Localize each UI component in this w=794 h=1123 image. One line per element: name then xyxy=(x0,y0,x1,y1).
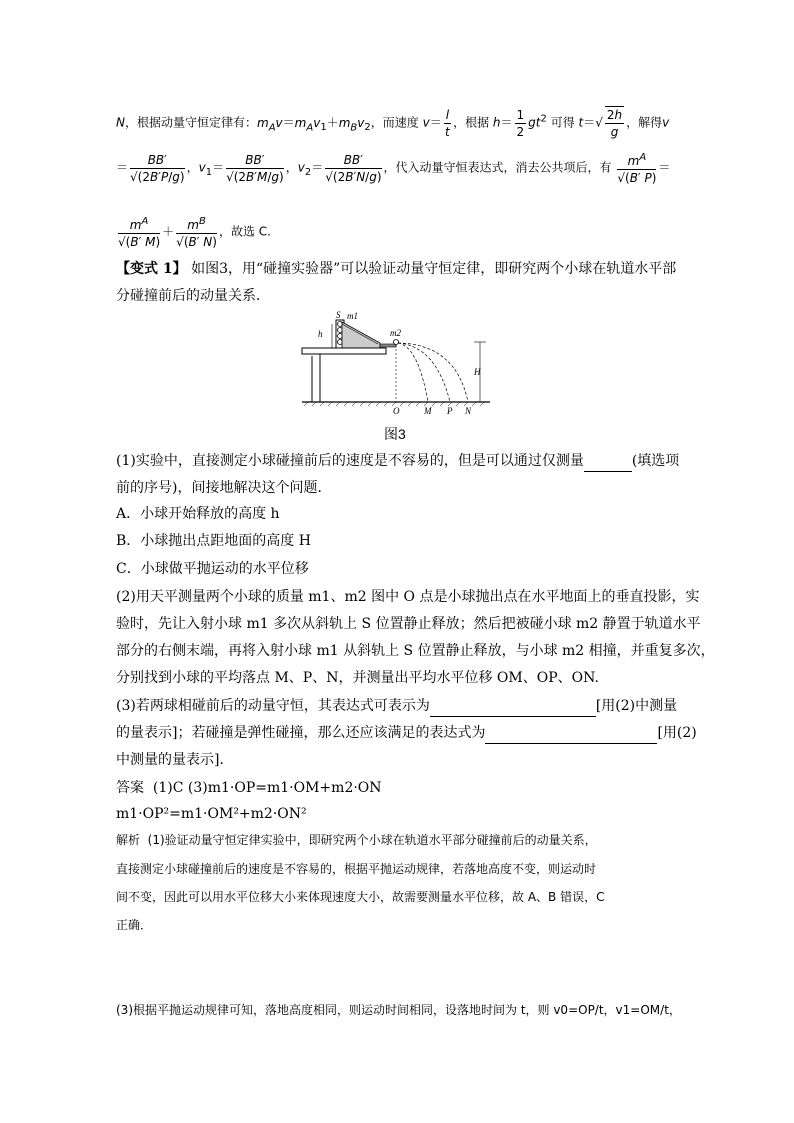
question-2-line-2: 验时，先让入射小球 m1 多次从斜轨上 S 位置静止释放；然后把被碰小球 m2 静置于轨道水平 xyxy=(116,616,701,632)
horizontal-track xyxy=(380,344,396,347)
answer-line-2: m1·OP²=m1·OM²+m2·ON² xyxy=(116,806,307,822)
answer-line-1: 答案 (1)C (3)m1·OP=m1·OM+m2·ON xyxy=(116,780,382,796)
option-c: C．小球做平抛运动的水平位移 xyxy=(116,561,309,577)
answer-label: 答案 xyxy=(116,780,144,796)
label-H: H xyxy=(474,367,481,377)
option-b: B．小球抛出点距地面的高度 H xyxy=(116,533,311,549)
question-2-line-1: (2)用天平测量两个小球的质量 m1、m2 图中 O 点是小球抛出点在水平地面上的垂直投影，实 xyxy=(116,589,700,605)
label-m1: m1 xyxy=(347,311,358,321)
question-3-line-2: 的量表示]；若碰撞是弹性碰撞，那么还应该满足的表达式为 [用(2) xyxy=(116,723,697,744)
label-h: h xyxy=(318,329,323,339)
trajectory-n xyxy=(398,343,468,402)
trajectory-m xyxy=(398,343,428,402)
collision-apparatus-figure xyxy=(298,310,494,416)
label-p: P xyxy=(447,406,453,416)
question-1-line-2: 前的序号)，间接地解决这个问题． xyxy=(116,480,332,496)
trajectory-p xyxy=(398,343,450,402)
label-n: N xyxy=(465,406,472,416)
analysis-label: 解析 xyxy=(116,833,141,847)
variant-line-2: 分碰撞前后的动量关系． xyxy=(116,288,270,304)
question-2-line-3: 部分的右侧末端，再将入射小球 m1 从斜轨上 S 位置静止释放，与小球 m2 相撞，并重复多次， xyxy=(116,643,715,659)
ball-m2 xyxy=(394,340,399,345)
table xyxy=(302,348,386,354)
question-1-line-1: (1)实验中，直接测定小球碰撞前后的速度是不容易的，但是可以通过仅测量 (填选项 xyxy=(116,451,679,472)
figure-caption: 图3 xyxy=(384,426,406,442)
answer-blank-2[interactable] xyxy=(430,696,596,717)
analysis-line-4: 正确． xyxy=(116,918,153,932)
label-s: S xyxy=(336,310,341,320)
question-3-line-1: (3)若两球相碰前后的动量守恒，其表达式可表示为 [用(2)中测量 xyxy=(116,696,677,717)
label-m2: m2 xyxy=(390,328,401,338)
solution-line-2: ＝ $\frac{BB'}{√(2B'P/g)}$ ，$v_1=$ $\frac{BB'}{√(2B'M/g)}$ ，$v_2=$ $\frac{BB'}{√(2B'N/g)}$ ，代入动量守恒表达式，消去公共项后，有 $\frac{m^A}{√(B' P)}$ ＝ xyxy=(116,152,671,185)
solution-line-1: N，根据动量守恒定律有：$m_Av=m_Av_1+m_Bv_2$，而速度 v＝ $\frac{l}{t}$ ，根据 h＝ $\frac{1}{2}$ $gt^2$ 可得 t＝√ $\frac{2h}{g}$ ，解得v xyxy=(116,107,670,139)
analysis-line-1: 解析 (1)验证动量守恒定律实验中，即研究两个小球在轨道水平部分碰撞前后的动量关系， xyxy=(116,833,597,847)
label-o: O xyxy=(393,406,400,416)
inclined-track xyxy=(342,322,380,348)
label-m: M xyxy=(424,406,432,416)
variant-tag: 【变式 1】 xyxy=(116,261,187,277)
analysis-line-3: 间不变，因此可以用水平位移大小来体现速度大小，故需要测量水平位移，故 A、B 错误，C xyxy=(116,890,605,904)
solution-line-3: $\frac{m^A}{√(B' M)}$ ＋ $\frac{m^B}{√(B' N)}$ ，故选 C. xyxy=(118,216,271,249)
analysis-line-2: 直接测定小球碰撞前后的速度是不容易的，根据平抛运动规律，若落地高度不变，则运动时 xyxy=(116,862,597,876)
variant-line-1: 【变式 1】 如图3，用“碰撞实验器”可以验证动量守恒定律，即研究两个小球在轨道水平部 xyxy=(116,261,677,277)
answer-blank-1[interactable] xyxy=(584,451,632,472)
option-a: A．小球开始释放的高度 h xyxy=(116,506,280,522)
analysis-line-5: (3)根据平抛运动规律可知，落地高度相同，则运动时间相同，设落地时间为 t，则 v0=OP/t，v1=OM/t， xyxy=(116,1003,681,1017)
question-2-line-4: 分别找到小球的平均落点 M、P、N，并测量出平均水平位移 OM、OP、ON. xyxy=(116,670,599,686)
answer-blank-3[interactable] xyxy=(485,723,657,744)
question-3-line-3: 中测量的量表示]． xyxy=(116,752,234,768)
